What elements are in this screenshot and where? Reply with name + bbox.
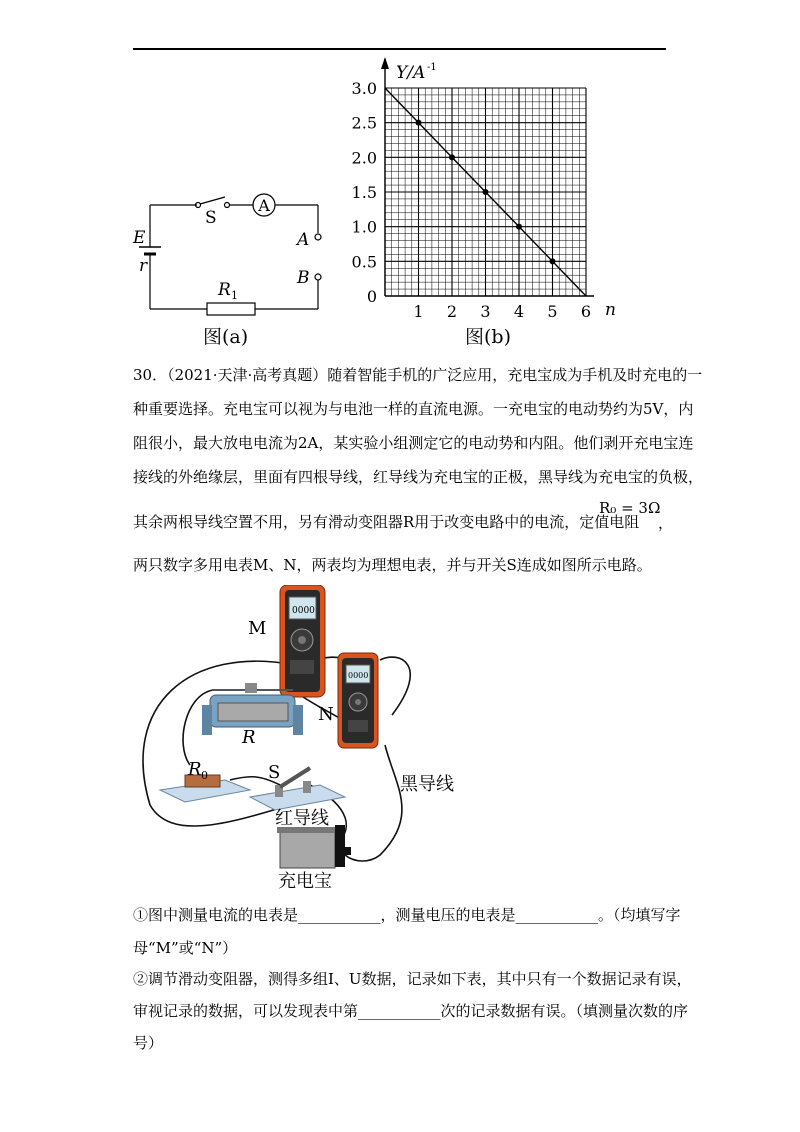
axes: [381, 57, 594, 296]
y-tick-label: 2.5: [351, 113, 377, 133]
x-tick-label: 3: [480, 302, 491, 321]
label-r0-subscript: 0: [201, 769, 208, 782]
label-n: N: [318, 704, 334, 725]
question-line-6: 两只数字多用电表M、N，两表均为理想电表，并与开关S连成如图所示电路。: [133, 556, 652, 574]
formula-r0: R₀ = 3Ω: [599, 499, 661, 517]
switch-s: [250, 768, 345, 810]
y-axis-exponent: -1: [427, 62, 437, 73]
x-tick-label: 1: [413, 302, 424, 321]
internal-r-label: r: [139, 256, 148, 276]
label-black-wire: 黑导线: [400, 774, 454, 795]
question-line-5: 其余两根导线空置不用，另有滑动变阻器R用于改变电路中的电流，定值电阻: [133, 513, 640, 531]
y-tick-label: 0: [366, 287, 377, 306]
terminal-b-label: B: [297, 268, 310, 288]
data-point: [483, 189, 489, 195]
label-s: S: [268, 762, 281, 783]
subq-line-4: 审视记录的数据，可以发现表中第___________次的记录数据有误。（填测量次数的序: [133, 1002, 689, 1020]
question-line-2: 种重要选择。充电宝可以视为与电池一样的直流电源。一充电宝的电动势约为5V，内: [133, 400, 694, 418]
x-tick-label: 4: [513, 302, 525, 321]
x-axis-label: n: [605, 300, 616, 320]
y-tick-label: 0.5: [351, 252, 377, 272]
caption-fig-a: 图(a): [203, 326, 249, 348]
power-bank: [277, 825, 351, 868]
subq-line-3: ②调节滑动变阻器，测得多组I、U数据，记录如下表，其中只有一个数据记录有误，: [133, 970, 692, 988]
x-tick-label: 2: [446, 302, 458, 321]
data-point: [449, 154, 455, 160]
subq-line-2: 母“M”或“N”）: [133, 939, 238, 957]
data-point: [516, 224, 522, 230]
resistor-label: R: [218, 280, 231, 300]
apparatus-photo: [130, 585, 470, 895]
question-line-4: 接线的外绝缘层，里面有四根导线，红导线为充电宝的正极，黑导线为充电宝的负极，: [133, 468, 704, 486]
resistor-subscript: 1: [231, 289, 238, 302]
multimeter-n: [338, 653, 378, 748]
label-m: M: [248, 618, 267, 639]
label-r: R: [242, 727, 256, 748]
meter-n-display: 0000: [348, 671, 369, 680]
data-point: [550, 258, 556, 264]
y-axis-arrow: [381, 57, 389, 69]
question-line-3: 阻很小，最大放电电流为2A，某实验小组测定它的电动势和内阻。他们剥开充电宝连: [133, 434, 694, 452]
label-red-wire: 红导线: [275, 808, 329, 829]
tick-labels: [352, 79, 592, 321]
switch-label: S: [205, 208, 217, 228]
y-tick-label: 3.0: [351, 79, 377, 98]
subq-line-5: 号）: [133, 1034, 164, 1052]
label-power-bank: 充电宝: [278, 871, 332, 892]
y-axis-label: Y/A: [396, 63, 426, 83]
question-line-1: 30．（2021·天津·高考真题）随着智能手机的广泛应用，充电宝成为手机及时充电的一: [133, 366, 703, 384]
label-r0: R: [188, 759, 202, 780]
y-tick-label: 2.0: [351, 148, 377, 168]
y-tick-label: 1.0: [351, 217, 377, 237]
top-rule: [133, 48, 666, 50]
graph-fig-b: [335, 55, 635, 330]
y-tick-label: 1.5: [351, 183, 377, 202]
data-point: [416, 120, 422, 126]
caption-fig-b: 图(b): [465, 326, 511, 348]
formula-comma: ，: [658, 514, 674, 532]
x-tick-label: 5: [547, 302, 558, 321]
x-tick-label: 6: [580, 302, 592, 321]
multimeter-m: [280, 585, 325, 697]
terminal-a-label: A: [297, 230, 310, 250]
subq-line-1: ①图中测量电流的电表是___________，测量电压的电表是___________。（均填写字: [133, 906, 681, 924]
ammeter-label: A: [258, 196, 270, 215]
meter-m-display: 0000: [292, 606, 315, 616]
emf-label: E: [133, 228, 146, 248]
